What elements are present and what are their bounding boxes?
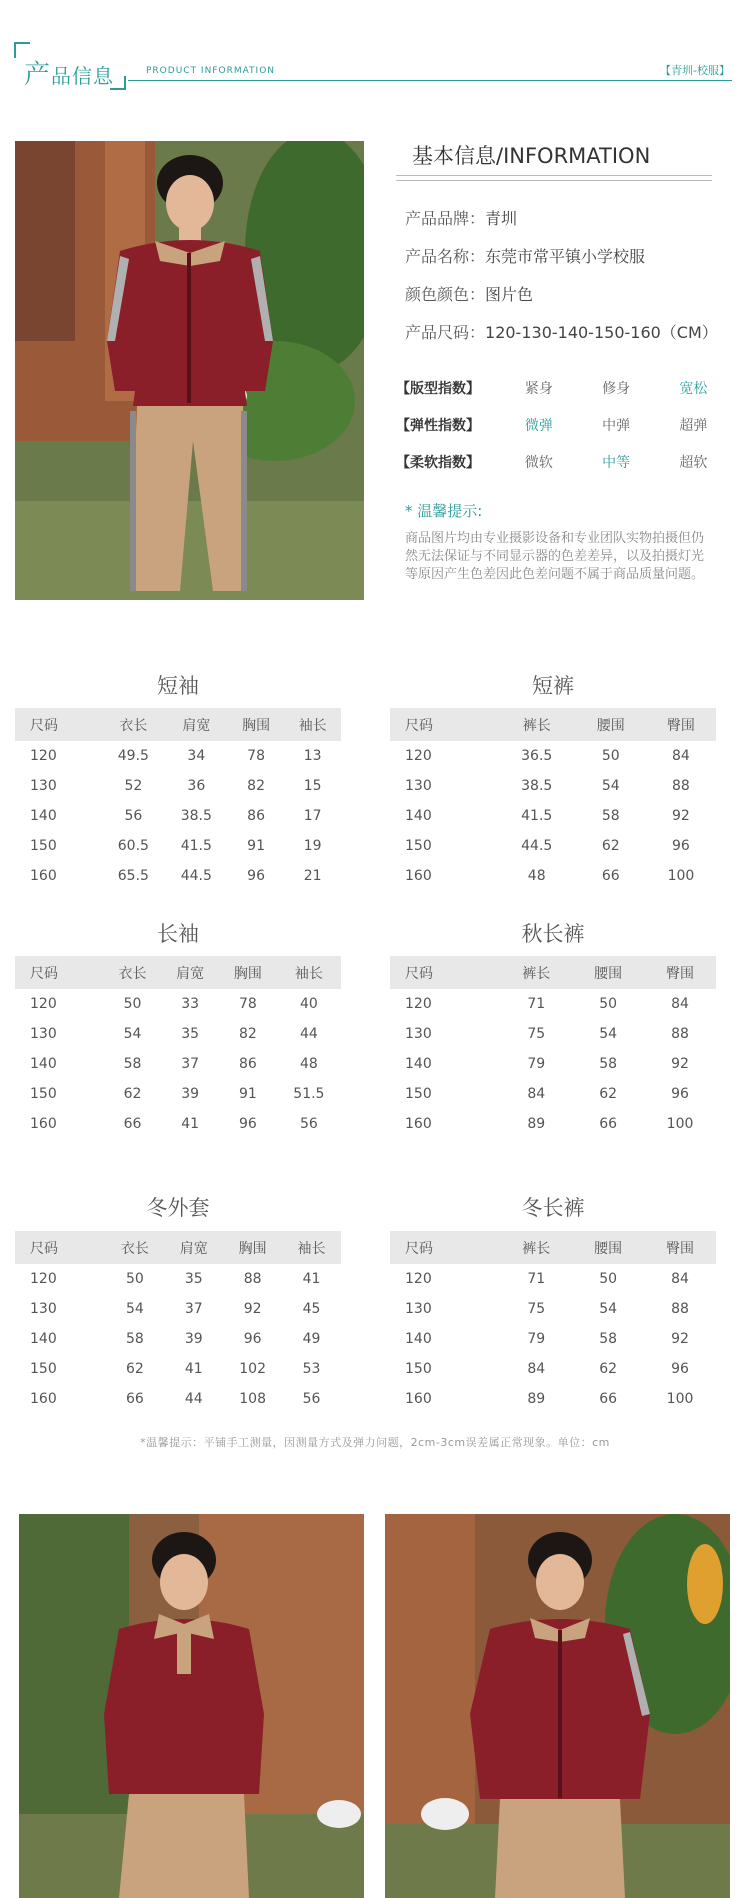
index-option: 超弹 (679, 418, 708, 434)
table-cell: 50 (599, 996, 618, 1012)
table-row (390, 1294, 716, 1324)
column-header: 袖长 (277, 956, 341, 989)
table-cell: 44 (299, 1026, 318, 1042)
table-cell: 53 (302, 1361, 321, 1377)
column-header: 尺码 (390, 708, 498, 741)
table-row (15, 1264, 341, 1294)
table-cell: 50 (601, 748, 620, 764)
table-cell: 41 (181, 1116, 200, 1132)
column-header: 肩宽 (164, 1231, 223, 1264)
index-label: 【弹性指数】 (396, 418, 480, 434)
product-photo-polo (19, 1514, 364, 1898)
table-cell: 120 (405, 748, 432, 764)
index-option: 修身 (602, 381, 631, 397)
table-cell: 36.5 (521, 748, 553, 764)
table-row (15, 831, 341, 861)
table-row (390, 861, 716, 891)
table-row (390, 989, 716, 1019)
table-cell: 140 (405, 1056, 432, 1072)
table-cell: 150 (405, 838, 432, 854)
column-header: 胸围 (219, 956, 277, 989)
table-cell: 91 (247, 838, 265, 854)
table-cell: 62 (601, 838, 620, 854)
table-row (390, 1324, 716, 1354)
table-cell: 84 (527, 1361, 546, 1377)
table-cell: 62 (123, 1086, 142, 1102)
table-cell: 78 (238, 996, 257, 1012)
table-header-row (15, 956, 341, 989)
table-cell: 86 (238, 1056, 257, 1072)
measurement-note: *温馨提示：平铺手工测量，因测量方式及弹力问题，2cm-3cm误差属正常现象。单位：cm (140, 1436, 610, 1449)
table-cell: 58 (125, 1331, 144, 1347)
table-cell: 150 (30, 838, 57, 854)
table-cell: 130 (405, 1026, 432, 1042)
info-label: 产品品牌： (405, 209, 486, 228)
column-header: 臀围 (646, 708, 716, 741)
info-row-name (405, 244, 645, 267)
table-row (390, 1264, 716, 1294)
section-subtitle: PRODUCT INFORMATION (146, 66, 276, 76)
table-cell: 92 (671, 1056, 689, 1072)
table-cell: 130 (405, 778, 432, 794)
table-cell: 58 (601, 808, 620, 824)
column-header: 臀围 (644, 1231, 716, 1264)
table-cell: 140 (30, 808, 57, 824)
table-cell: 160 (405, 1391, 432, 1407)
table-cell: 50 (123, 996, 142, 1012)
table-title-long-sleeve: 长袖 (157, 922, 199, 946)
table-cell: 41 (184, 1361, 203, 1377)
table-cell: 86 (247, 808, 265, 824)
table-cell: 60.5 (117, 838, 149, 854)
column-header: 裤长 (500, 956, 572, 989)
column-header: 袖长 (284, 708, 341, 741)
section-title-rest: 品信息 (51, 64, 115, 88)
table-cell: 66 (599, 1391, 618, 1407)
table-cell: 36 (187, 778, 206, 794)
table-cell: 100 (666, 1116, 694, 1132)
table-cell: 66 (599, 1116, 618, 1132)
table-cell: 79 (527, 1056, 546, 1072)
table-cell: 58 (599, 1056, 618, 1072)
table-cell: 108 (239, 1391, 266, 1407)
column-header: 尺码 (15, 1231, 105, 1264)
header-bracket-bottom-right (110, 76, 126, 90)
table-cell: 102 (239, 1361, 266, 1377)
table-cell: 89 (527, 1391, 546, 1407)
column-header: 腰围 (572, 1231, 644, 1264)
table-cell: 52 (124, 778, 143, 794)
column-header: 腰围 (572, 956, 644, 989)
table-row (15, 1324, 341, 1354)
column-header: 臀围 (644, 956, 716, 989)
table-cell: 38.5 (521, 778, 553, 794)
table-cell: 54 (125, 1301, 144, 1317)
table-row (390, 741, 716, 771)
size-table-winter-pants (390, 1231, 716, 1414)
table-header-row (15, 708, 341, 741)
table-row (15, 1049, 341, 1079)
table-cell: 130 (30, 778, 57, 794)
table-cell: 19 (303, 838, 322, 854)
table-cell: 92 (671, 1331, 689, 1347)
table-cell: 75 (527, 1026, 546, 1042)
table-header-row (15, 1231, 341, 1264)
info-value: 图片色 (485, 285, 534, 304)
table-cell: 48 (527, 868, 546, 884)
table-cell: 79 (527, 1331, 546, 1347)
table-cell: 35 (181, 1026, 200, 1042)
info-value: 120-130-140-150-160（CM） (485, 323, 718, 342)
table-header-row (390, 708, 716, 741)
info-row-brand (405, 206, 517, 229)
table-cell: 49 (302, 1331, 321, 1347)
table-cell: 160 (405, 868, 432, 884)
table-cell: 91 (238, 1086, 257, 1102)
table-cell: 71 (527, 1271, 546, 1287)
table-cell: 84 (671, 996, 689, 1012)
table-cell: 120 (30, 748, 57, 764)
table-cell: 66 (123, 1116, 142, 1132)
table-cell: 34 (187, 748, 206, 764)
table-cell: 41.5 (180, 838, 212, 854)
table-row (15, 741, 341, 771)
column-header: 衣长 (102, 708, 165, 741)
section-title (24, 54, 114, 91)
table-cell: 130 (30, 1026, 57, 1042)
product-photo-jacket (385, 1514, 730, 1898)
table-row (15, 989, 341, 1019)
table-cell: 33 (181, 996, 200, 1012)
table-cell: 54 (599, 1026, 618, 1042)
info-value: 东莞市常平镇小学校服 (485, 247, 646, 266)
table-cell: 66 (125, 1391, 144, 1407)
index-row-softness (396, 452, 732, 472)
size-table-autumn-pants (390, 956, 716, 1139)
header-divider (128, 80, 732, 81)
tip-title: * 温馨提示: (405, 502, 483, 520)
table-cell: 56 (302, 1391, 321, 1407)
table-cell: 96 (671, 1361, 689, 1377)
table-cell: 120 (30, 996, 57, 1012)
table-cell: 58 (599, 1331, 618, 1347)
table-cell: 78 (247, 748, 265, 764)
table-cell: 71 (527, 996, 546, 1012)
table-cell: 120 (405, 996, 432, 1012)
table-cell: 88 (672, 778, 690, 794)
table-cell: 65.5 (117, 868, 149, 884)
table-cell: 140 (405, 1331, 432, 1347)
info-row-color (405, 282, 533, 305)
table-cell: 15 (303, 778, 322, 794)
size-table-shorts (390, 708, 716, 891)
index-label: 【柔软指数】 (396, 455, 480, 471)
table-cell: 56 (124, 808, 143, 824)
table-cell: 58 (123, 1056, 142, 1072)
table-cell: 40 (299, 996, 318, 1012)
table-cell: 88 (671, 1026, 689, 1042)
table-cell: 17 (303, 808, 322, 824)
table-cell: 130 (405, 1301, 432, 1317)
table-cell: 54 (123, 1026, 142, 1042)
table-cell: 150 (405, 1361, 432, 1377)
index-row-elasticity (396, 415, 732, 435)
table-cell: 140 (30, 1056, 57, 1072)
table-cell: 44.5 (180, 868, 212, 884)
table-cell: 150 (30, 1086, 57, 1102)
table-cell: 75 (527, 1301, 546, 1317)
table-cell: 130 (30, 1301, 57, 1317)
table-cell: 37 (181, 1056, 200, 1072)
table-cell: 21 (303, 868, 322, 884)
table-cell: 13 (303, 748, 322, 764)
table-cell: 50 (125, 1271, 144, 1287)
info-label: 产品名称： (405, 247, 486, 266)
table-title-winter-pants: 冬长裤 (521, 1196, 585, 1220)
table-cell: 44 (184, 1391, 203, 1407)
brand-tag: 【青圳-校服】 (660, 64, 730, 77)
table-cell: 96 (238, 1116, 257, 1132)
table-cell: 62 (599, 1086, 618, 1102)
table-cell: 88 (243, 1271, 262, 1287)
table-cell: 150 (30, 1361, 57, 1377)
table-cell: 41 (302, 1271, 321, 1287)
size-table-long-sleeve (15, 956, 341, 1139)
index-option: 微软 (524, 455, 553, 471)
table-cell: 45 (302, 1301, 321, 1317)
table-row (15, 1294, 341, 1324)
column-header: 袖长 (282, 1231, 341, 1264)
table-row (15, 861, 341, 891)
index-option-selected: 宽松 (679, 381, 708, 397)
table-cell: 92 (243, 1301, 262, 1317)
table-cell: 49.5 (117, 748, 149, 764)
table-row (15, 1354, 341, 1384)
table-row (390, 771, 716, 801)
table-row (390, 1049, 716, 1079)
table-cell: 100 (667, 868, 695, 884)
table-cell: 100 (666, 1391, 694, 1407)
column-header: 尺码 (15, 956, 104, 989)
table-row (390, 831, 716, 861)
table-row (15, 1109, 341, 1139)
info-label: 产品尺码： (405, 323, 486, 342)
table-row (390, 1019, 716, 1049)
table-header-row (390, 956, 716, 989)
column-header: 裤长 (498, 708, 576, 741)
index-option: 超软 (679, 455, 708, 471)
info-label: 颜色颜色： (405, 285, 486, 304)
table-cell: 82 (238, 1026, 257, 1042)
table-row (15, 1384, 341, 1414)
table-cell: 140 (405, 808, 432, 824)
table-cell: 56 (299, 1116, 318, 1132)
table-cell: 160 (30, 868, 57, 884)
table-title-winter-coat: 冬外套 (146, 1196, 210, 1220)
table-cell: 140 (30, 1331, 57, 1347)
table-title-short-sleeve: 短袖 (157, 674, 199, 698)
column-header: 肩宽 (165, 708, 228, 741)
table-cell: 41.5 (521, 808, 553, 824)
index-label: 【版型指数】 (396, 381, 480, 397)
table-row (390, 1354, 716, 1384)
table-cell: 37 (184, 1301, 203, 1317)
table-cell: 92 (672, 808, 690, 824)
info-value: 青圳 (485, 209, 518, 228)
index-option-selected: 微弹 (524, 418, 553, 434)
table-cell: 39 (181, 1086, 200, 1102)
table-row (390, 1079, 716, 1109)
table-cell: 44.5 (521, 838, 553, 854)
size-table-winter-coat (15, 1231, 341, 1414)
table-cell: 96 (243, 1331, 262, 1347)
table-cell: 84 (671, 1271, 689, 1287)
info-row-size (405, 320, 718, 343)
index-option: 中弹 (602, 418, 631, 434)
table-cell: 96 (671, 1086, 689, 1102)
table-cell: 39 (184, 1331, 203, 1347)
column-header: 胸围 (223, 1231, 282, 1264)
table-cell: 62 (125, 1361, 144, 1377)
column-header: 尺码 (390, 1231, 500, 1264)
table-row (15, 801, 341, 831)
table-cell: 160 (30, 1391, 57, 1407)
index-option-selected: 中等 (602, 455, 631, 471)
tip-body: 商品图片均由专业摄影设备和专业团队实物拍摄但仍然无法保证与不同显示器的色差差异，以及拍摄灯光等原因产生色差因此色差问题不属于商品质量问题。 (405, 531, 705, 582)
index-row-fit (396, 378, 732, 398)
product-photo-main (15, 141, 364, 600)
info-heading: 基本信息/INFORMATION (412, 144, 651, 168)
table-title-shorts: 短裤 (532, 674, 574, 698)
section-title-first-char: 产 (24, 60, 52, 90)
table-cell: 150 (405, 1086, 432, 1102)
table-cell: 82 (247, 778, 265, 794)
index-option: 紧身 (524, 381, 553, 397)
table-cell: 120 (405, 1271, 432, 1287)
info-divider (396, 180, 712, 181)
table-header-row (390, 1231, 716, 1264)
column-header: 尺码 (390, 956, 500, 989)
table-cell: 160 (405, 1116, 432, 1132)
table-cell: 38.5 (180, 808, 212, 824)
column-header: 肩宽 (161, 956, 219, 989)
column-header: 衣长 (105, 1231, 164, 1264)
table-cell: 50 (599, 1271, 618, 1287)
table-cell: 84 (527, 1086, 546, 1102)
table-cell: 62 (599, 1361, 618, 1377)
table-row (390, 801, 716, 831)
table-cell: 88 (671, 1301, 689, 1317)
column-header: 裤长 (500, 1231, 572, 1264)
column-header: 尺码 (15, 708, 102, 741)
table-cell: 89 (527, 1116, 546, 1132)
column-header: 胸围 (228, 708, 285, 741)
size-table-short-sleeve (15, 708, 341, 891)
table-cell: 120 (30, 1271, 57, 1287)
table-cell: 48 (299, 1056, 318, 1072)
table-cell: 54 (599, 1301, 618, 1317)
table-cell: 160 (30, 1116, 57, 1132)
table-cell: 51.5 (293, 1086, 325, 1102)
table-cell: 54 (601, 778, 620, 794)
table-row (390, 1109, 716, 1139)
column-header: 衣长 (104, 956, 162, 989)
table-cell: 66 (601, 868, 620, 884)
table-cell: 84 (672, 748, 690, 764)
table-row (390, 1384, 716, 1414)
table-row (15, 1019, 341, 1049)
table-row (15, 771, 341, 801)
table-row (15, 1079, 341, 1109)
table-title-autumn-pants: 秋长裤 (521, 922, 585, 946)
column-header: 腰围 (576, 708, 646, 741)
table-cell: 96 (247, 868, 265, 884)
table-cell: 96 (672, 838, 690, 854)
table-cell: 35 (184, 1271, 203, 1287)
info-divider (396, 175, 712, 176)
